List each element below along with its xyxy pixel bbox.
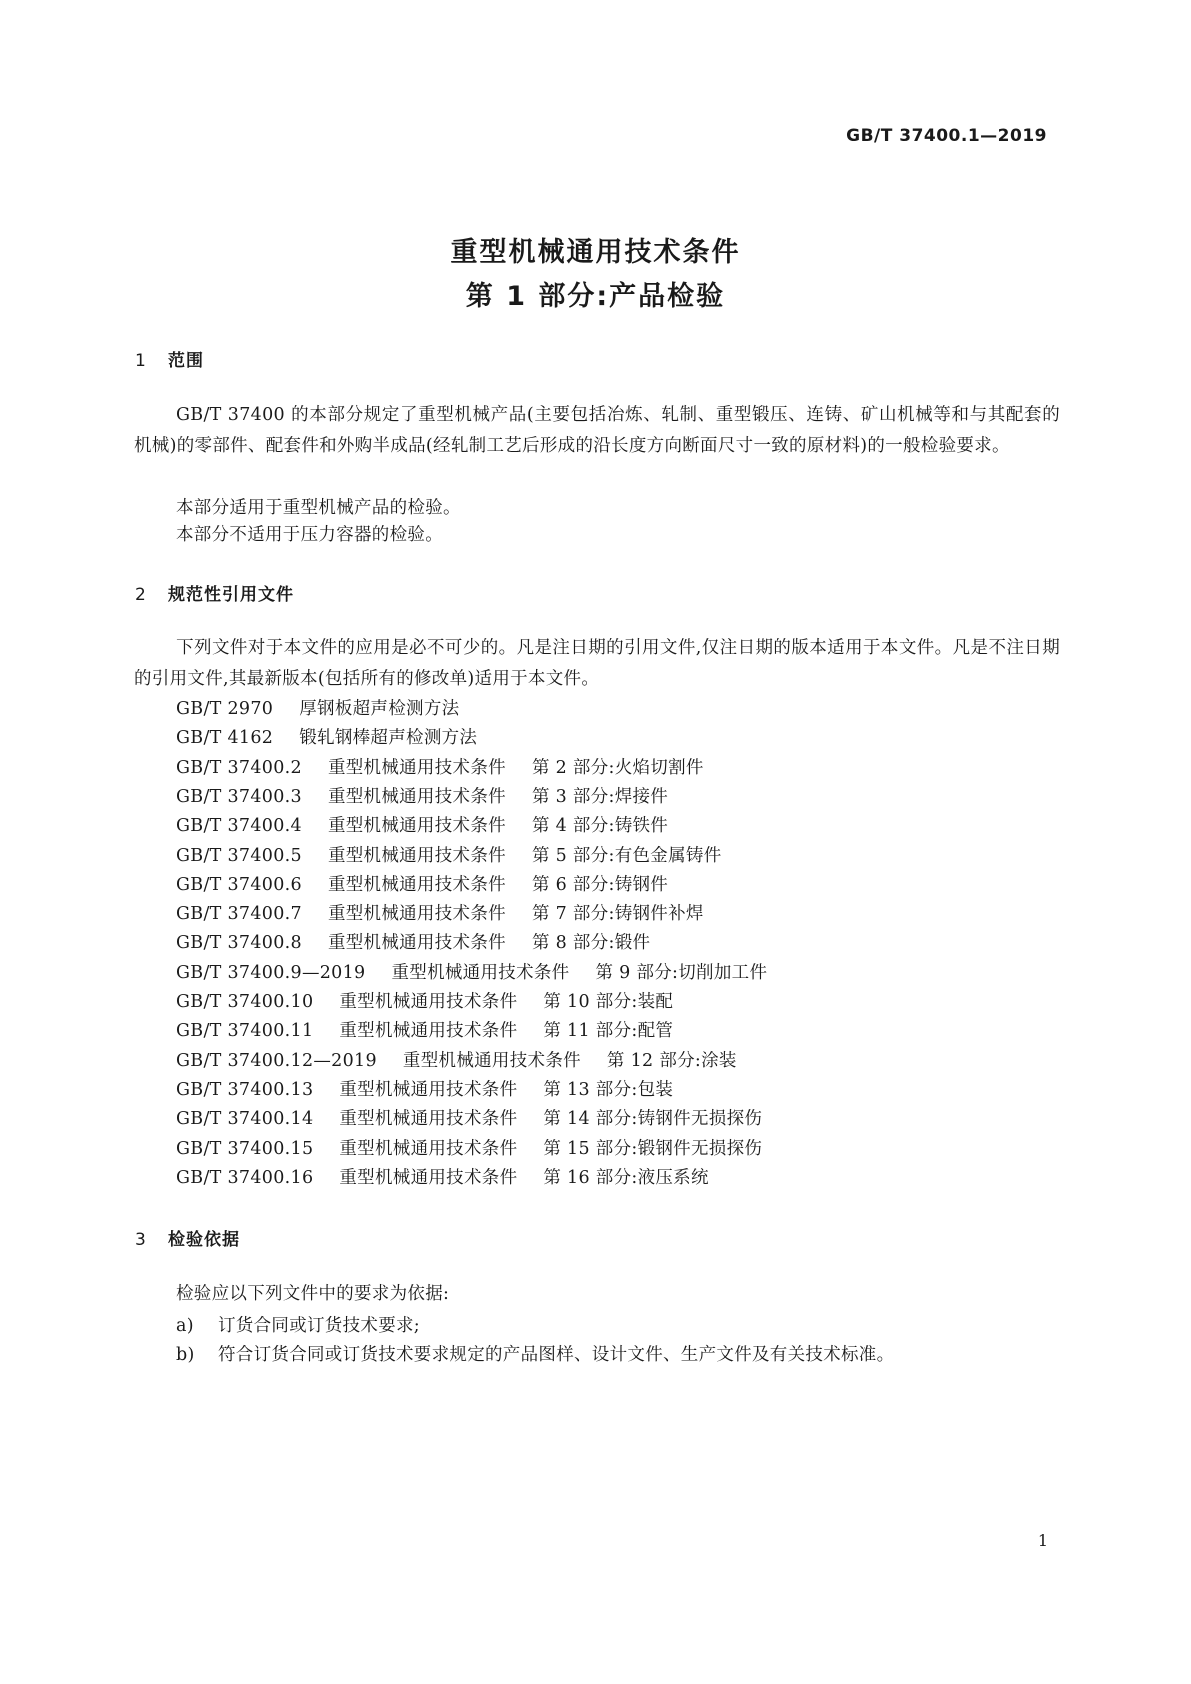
scope-paragraph [134, 400, 1060, 462]
document-title: 重型机械通用技术条件 [450, 237, 741, 268]
reference-code: GB/T 37400.14 [176, 1109, 314, 1130]
section-title: 范围 [168, 351, 204, 371]
reference-part: 第 14 部分:铸钢件无损探伤 [543, 1109, 763, 1130]
section-number: 1 [135, 351, 147, 371]
reference-code: GB/T 37400.16 [176, 1167, 314, 1188]
reference-code: GB/T 37400.6 [176, 874, 302, 895]
reference-title: 锻轧钢棒超声检测方法 [299, 728, 478, 749]
basis-intro: 检验应以下列文件中的要求为依据: [176, 1284, 450, 1304]
reference-item [176, 695, 459, 720]
reference-title: 重型机械通用技术条件 [327, 845, 506, 866]
reference-item [176, 1076, 673, 1101]
reference-part: 第 2 部分:火焰切割件 [531, 757, 704, 778]
reference-title: 重型机械通用技术条件 [327, 874, 506, 895]
reference-code: GB/T 37400.7 [176, 904, 302, 925]
scope-applicability: 本部分适用于重型机械产品的检验。 [176, 498, 461, 518]
scope-text: GB/T 37400 的本部分规定了重型机械产品(主要包括冶炼、轧制、重型锻压、连铸、矿山机械等和与其配套的机械)的零部件、配套件和外购半成品(经轧制工艺后形成的沿长度方向断面尺寸一致的原材料)的一般检验要求。 [134, 405, 1060, 456]
reference-part: 第 3 部分:焊接件 [531, 786, 669, 807]
reference-part: 第 10 部分:装配 [543, 992, 674, 1012]
reference-part: 第 4 部分:铸铁件 [531, 816, 669, 837]
basis-item [176, 1312, 420, 1337]
reference-item [176, 1135, 762, 1160]
reference-part: 第 8 部分:锻件 [531, 933, 651, 954]
reference-title: 重型机械通用技术条件 [327, 816, 506, 837]
reference-item [176, 783, 668, 808]
reference-item [176, 1105, 762, 1130]
reference-code: GB/T 37400.2 [176, 757, 302, 778]
reference-title: 重型机械通用技术条件 [391, 962, 570, 983]
section-number: 3 [135, 1230, 147, 1250]
reference-code: GB/T 37400.9—2019 [176, 962, 366, 983]
reference-code: GB/T 37400.4 [176, 816, 302, 837]
reference-item [176, 988, 673, 1013]
reference-item [176, 871, 668, 896]
standard-code: GB/T 37400.1—2019 [846, 126, 1047, 146]
scope-exclusion: 本部分不适用于压力容器的检验。 [176, 525, 443, 545]
reference-title: 重型机械通用技术条件 [339, 992, 518, 1012]
section-heading-references [135, 580, 294, 605]
reference-title: 重型机械通用技术条件 [402, 1050, 581, 1071]
reference-code: GB/T 37400.15 [176, 1138, 314, 1159]
reference-item [176, 754, 704, 779]
reference-part: 第 11 部分:配管 [543, 1021, 674, 1042]
reference-item [176, 959, 767, 984]
basis-item [176, 1341, 894, 1366]
section-heading-scope [135, 346, 204, 371]
reference-part: 第 16 部分:液压系统 [543, 1167, 709, 1188]
section-title: 规范性引用文件 [168, 585, 294, 605]
reference-item [176, 724, 477, 749]
list-text: 订货合同或订货技术要求; [218, 1316, 420, 1336]
reference-title: 重型机械通用技术条件 [339, 1138, 518, 1159]
reference-title: 厚钢板超声检测方法 [299, 699, 460, 719]
reference-title: 重型机械通用技术条件 [327, 904, 506, 925]
section-title: 检验依据 [168, 1230, 240, 1250]
reference-part: 第 9 部分:切削加工件 [595, 962, 768, 983]
reference-code: GB/T 4162 [176, 728, 274, 749]
reference-title: 重型机械通用技术条件 [327, 933, 506, 954]
reference-item [176, 900, 704, 925]
reference-code: GB/T 37400.10 [176, 992, 314, 1012]
reference-code: GB/T 37400.8 [176, 933, 302, 954]
section-number: 2 [135, 585, 147, 605]
reference-title: 重型机械通用技术条件 [327, 757, 506, 778]
reference-part: 第 5 部分:有色金属铸件 [531, 845, 722, 866]
reference-title: 重型机械通用技术条件 [327, 786, 506, 807]
references-intro-text: 下列文件对于本文件的应用是必不可少的。凡是注日期的引用文件,仅注日期的版本适用于本文件。凡是不注日期的引用文件,其最新版本(包括所有的修改单)适用于本文件。 [134, 638, 1060, 689]
reference-code: GB/T 37400.13 [176, 1079, 314, 1100]
list-text: 符合订货合同或订货技术要求规定的产品图样、设计文件、生产文件及有关技术标准。 [218, 1345, 895, 1365]
references-intro [134, 633, 1060, 695]
page-number: 1 [1037, 1531, 1048, 1550]
document-subtitle: 第 1 部分:产品检验 [465, 281, 726, 312]
reference-part: 第 6 部分:铸钢件 [531, 874, 669, 895]
reference-part: 第 13 部分:包装 [543, 1079, 674, 1100]
reference-item [176, 812, 668, 837]
list-marker: b) [176, 1345, 195, 1365]
reference-code: GB/T 37400.11 [176, 1021, 314, 1042]
reference-item [176, 1017, 673, 1042]
reference-code: GB/T 2970 [176, 699, 274, 719]
reference-part: 第 7 部分:铸钢件补焊 [531, 904, 704, 925]
reference-item [176, 842, 722, 867]
reference-title: 重型机械通用技术条件 [339, 1021, 518, 1042]
reference-title: 重型机械通用技术条件 [339, 1079, 518, 1100]
section-heading-basis [135, 1225, 240, 1250]
reference-code: GB/T 37400.5 [176, 845, 302, 866]
reference-item [176, 929, 650, 954]
reference-code: GB/T 37400.3 [176, 786, 302, 807]
reference-item [176, 1164, 709, 1189]
list-marker: a) [176, 1316, 194, 1336]
reference-title: 重型机械通用技术条件 [339, 1109, 518, 1130]
reference-item [176, 1047, 737, 1072]
reference-title: 重型机械通用技术条件 [339, 1167, 518, 1188]
reference-code: GB/T 37400.12—2019 [176, 1050, 377, 1071]
reference-part: 第 12 部分:涂装 [606, 1050, 737, 1071]
reference-part: 第 15 部分:锻钢件无损探伤 [543, 1138, 763, 1159]
